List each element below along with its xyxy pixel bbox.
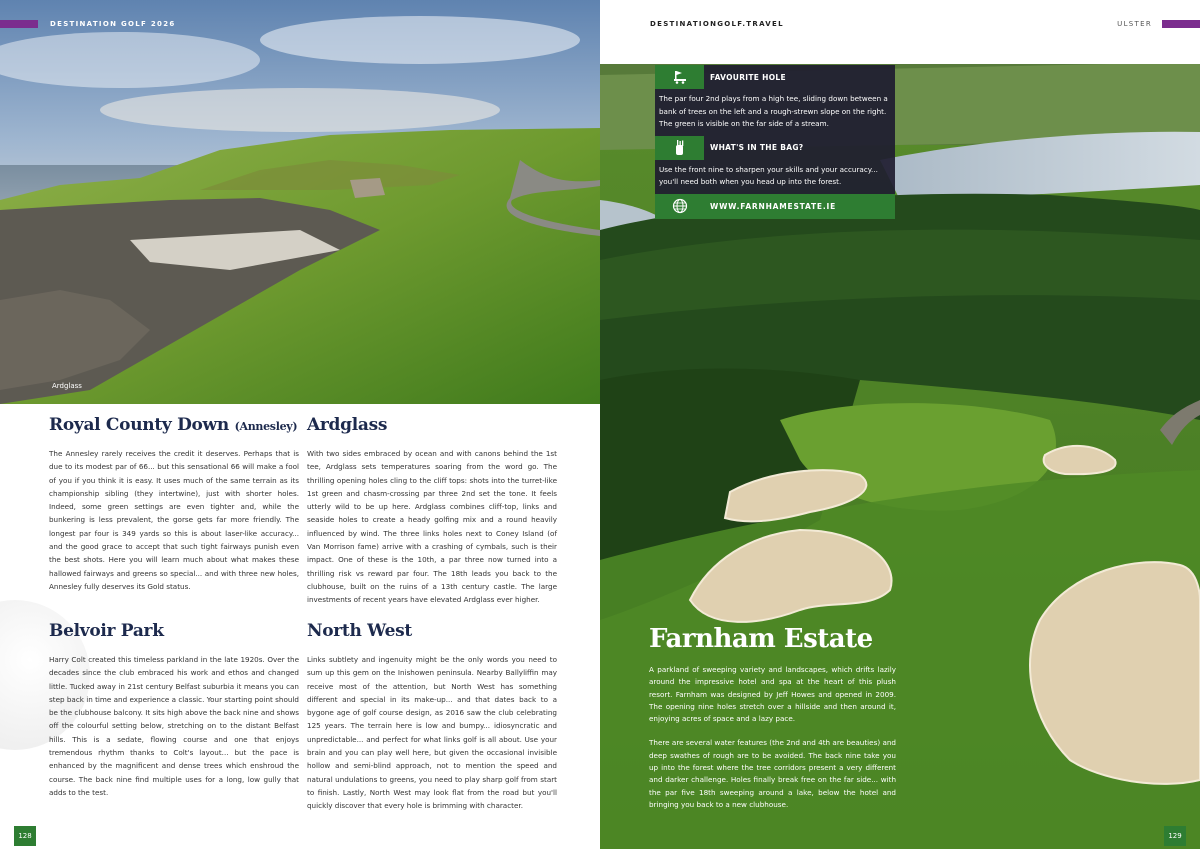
right-page <box>600 0 1200 849</box>
globe-icon <box>655 194 704 218</box>
section-body: Links subtlety and ingenuity might be the only words you need to sum up this gem on the Inishowen peninsula. Nearby Ballyliffin may receive most of the attention, but North West has something different and special in its make-up... and that dates back to a bygone age of golf course design, as 2016 saw the club celebrating 125 years. The terrain here is low and bumpy... idiosyncratic and unpredictable... and perfect for what links golf is all about. Use your brain and you can play well here, but given the occasional invisible hollow and semi-blind approach, not to mention the speed and natural undulations to greens, you need to play sharp golf from start to finish. Lastly, North West may look flat from the road but you'll quickly discover that every hole is brimming with character. <box>307 655 557 811</box>
section-title: Ardglass <box>307 415 388 435</box>
farnham-body <box>649 664 896 811</box>
favourite-hole-header <box>655 65 895 89</box>
page-number-left: 128 <box>14 826 36 846</box>
section-title: North West <box>307 621 412 641</box>
ardglass-photo <box>0 0 600 404</box>
region-label: ULSTER <box>1117 20 1152 28</box>
whats-in-bag-label: WHAT'S IN THE BAG? <box>710 143 804 152</box>
section-title <box>49 415 299 435</box>
section-body: With two sides embraced by ocean and with canons behind the 1st tee, Ardglass sets temperatures soaring from the word go. The thrilling opening holes cling to the cliff tops: shots into the turret-like 1st green and chasm-crossing par three 2nd set the tone. It feels utterly wild to be up here. Ardglass combines cliff-top, links and seaside holes to create a heady golfing mix and a round heavily influenced by wind. The three links holes next to Coney Island (of Van Morrison fame) arrive with a crashing of cymbals, such is their impact. One of these is the 10th, a par three now turned into a thrilling risk vs reward par four. The 18th leads you back to the clubhouse, built on the ruins of a 13th century castle. The large investments of recent years have elevated Ardglass ever higher. <box>307 449 557 605</box>
section-body: Harry Colt created this timeless parkland in the late 1920s. Over the decades since the club embraced his work and ethos and changed little. Tucked away in 21st century Belfast suburbia it means you can step back in time and experience a classic. Your starting point should be the clubhouse balcony. It sits high above the back nine and shows off the colourful setting below, stretching on to the distant Belfast hills. This is a sedate, flowing course and one that enjoys tremendous rhythm thanks to Colt's layout... but the pace is enhanced by the magnificent and dense trees which enshroud the course. The back nine find multiple uses for a long, low gully that adds to the test. <box>49 655 299 797</box>
whats-in-bag-header <box>655 136 895 160</box>
whats-in-bag-text: Use the front nine to sharpen your skills and your accuracy... you'll need both when you head up into the forest. <box>659 164 878 186</box>
left-header <box>0 18 176 30</box>
farnham-title: Farnham Estate <box>649 624 873 654</box>
section-body: The Annesley rarely receives the credit it deserves. Perhaps that is due to its modest par of 66... but this sensational 66 will make a fool of you if you think it is easy. It uses much of the same terrain as its championship sibling (they intertwine), just with shorter holes. Indeed, some green settings are even tighter and, while the bunkering is less prevalent, the gorse gets far more friendly. The longest par four is 349 yards so this is about laser-like accuracy... and the good grace to accept that such tight fairways punish even the best shots. Here you will learn much about what makes these hallowed fairways and greens so special... and with three new holes, Annesley fully deserves its Gold status. <box>49 449 299 591</box>
section-north-west <box>307 621 557 813</box>
page-number-right: 129 <box>1164 826 1186 846</box>
farnham-paragraph-1: A parkland of sweeping variety and landscapes, which drifts lazily around the impressive hotel and spa at the heart of this plush resort. Farnham was designed by Jeff Howes and opened in 2009. The opening nine holes stretch over a hillside and then around it, enjoying acres of space and a lazy pace. <box>649 665 896 724</box>
favourite-hole-text: The par four 2nd plays from a high tee, sliding down between a bank of trees on the left and a rough-strewn slope on the right. The green is visible on the far side of a stream. <box>659 94 888 128</box>
section-title-text: Royal County Down <box>49 415 229 435</box>
ardglass-photo-illustration <box>0 0 600 404</box>
favourite-hole-label: FAVOURITE HOLE <box>710 72 786 82</box>
golf-cart-icon <box>655 65 704 89</box>
section-ardglass <box>307 415 557 607</box>
section-belvoir-park <box>49 621 299 799</box>
course-info-box <box>655 65 895 219</box>
right-header-strip <box>600 0 1200 64</box>
website-link[interactable]: WWW.FARNHAMESTATE.IE <box>710 201 837 211</box>
farnham-paragraph-2: There are several water features (the 2nd and 4th are beauties) and deep swathes of rough are to be avoided. The back nine take you up into the forest where the tree corridors present a very different and darker challenge. Holes finally break free on the far side... with the par five 18th sweeping around a lake, below the hotel and bringing you back to a new clubhouse. <box>649 738 896 809</box>
section-royal-county-down <box>49 415 299 593</box>
section-title: Belvoir Park <box>49 621 164 641</box>
purple-accent-bar <box>0 20 38 28</box>
photo-caption: Ardglass <box>52 382 82 390</box>
golf-bag-icon <box>655 136 704 160</box>
purple-accent-bar <box>1162 20 1200 28</box>
publication-title: DESTINATION GOLF 2026 <box>50 20 176 28</box>
section-subtitle: (Annesley) <box>234 420 298 433</box>
website-row[interactable] <box>655 194 895 219</box>
publication-url[interactable]: DESTINATIONGOLF.TRAVEL <box>650 20 784 28</box>
